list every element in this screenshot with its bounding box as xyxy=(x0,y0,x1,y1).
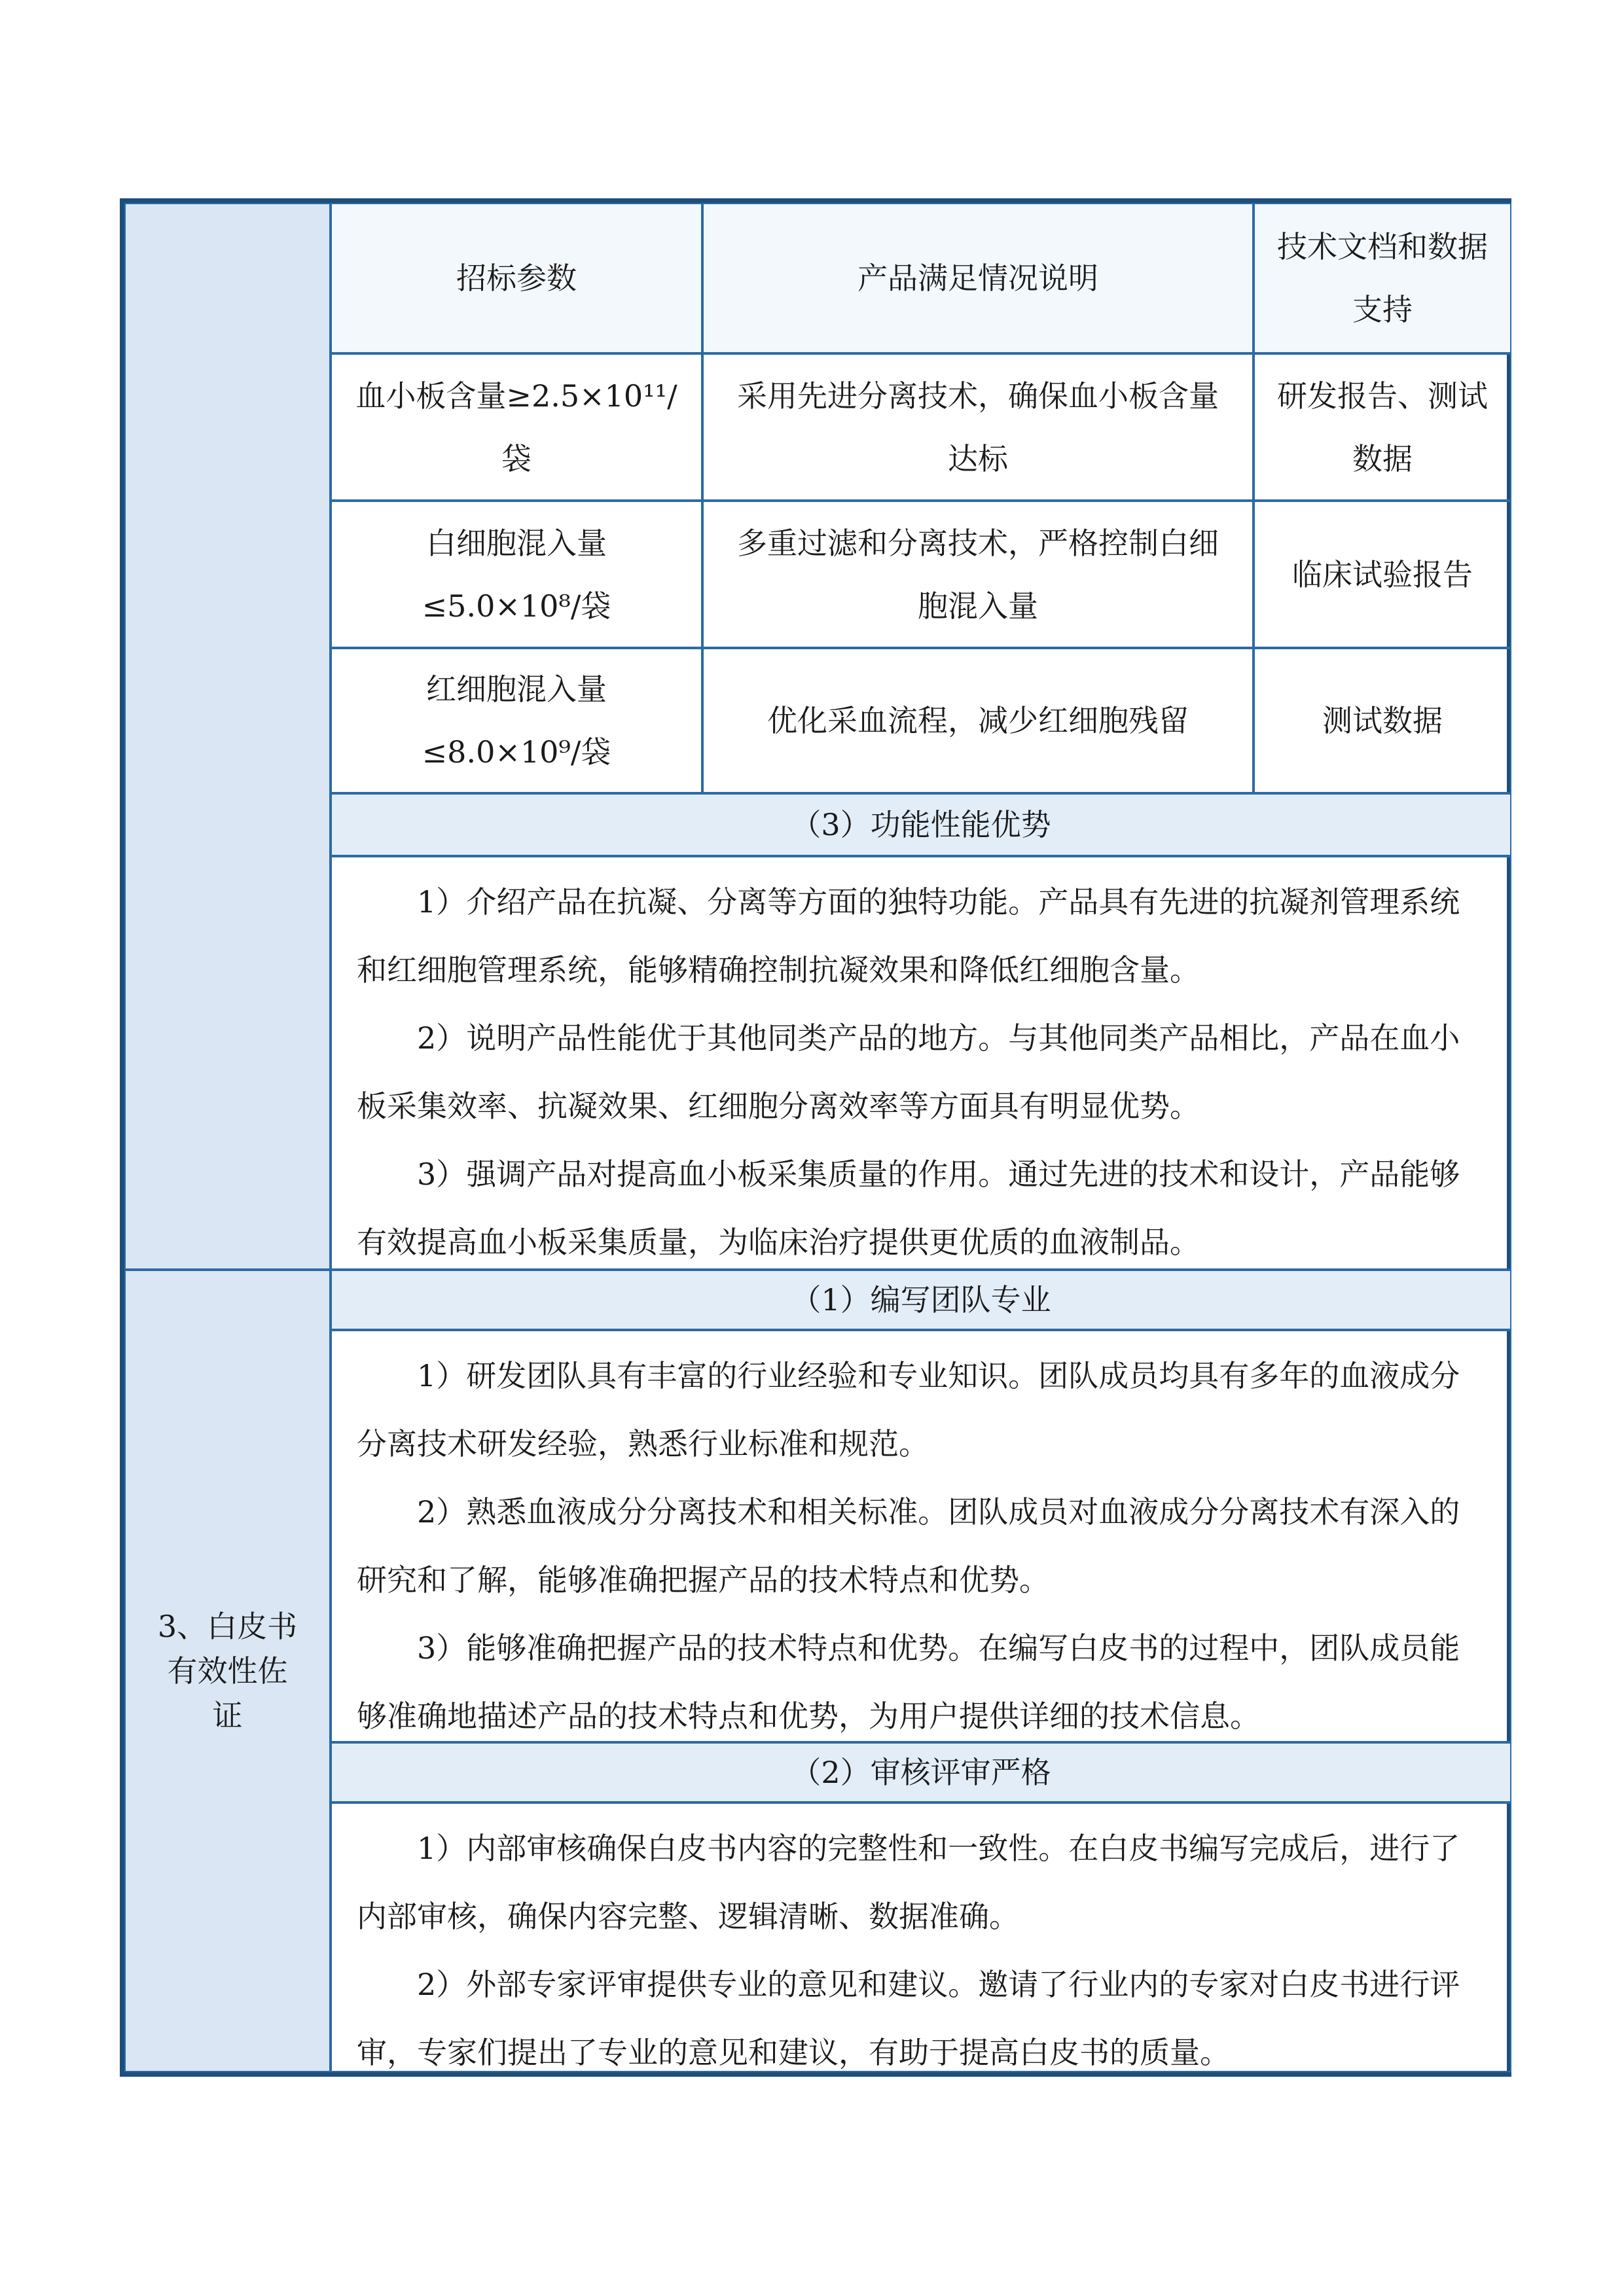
document-table xyxy=(120,198,1511,2077)
section-performance-body xyxy=(331,856,1511,1270)
section-3-label: 3、白皮书 有效性佐 证 xyxy=(157,1609,298,1733)
section-performance-heading: （3）功能性能优势 xyxy=(331,793,1511,856)
table-row-3-description: 优化采血流程，减少红细胞残留 xyxy=(702,648,1254,793)
table-row-2-param: 白细胞混入量 ≤5.0×10⁸/袋 xyxy=(331,501,702,648)
table-row-2-documents: 临床试验报告 xyxy=(1254,501,1511,648)
section-team-body xyxy=(331,1330,1511,1742)
table-row-1-documents: 研发报告、测试 数据 xyxy=(1254,353,1511,501)
paragraph: 1）内部审核确保白皮书内容的完整性和一致性。在白皮书编写完成后，进行了内部审核，确保内容完整、逻辑清晰、数据准确。 xyxy=(357,1831,1460,1934)
table-row-2-description: 多重过滤和分离技术，严格控制白细 胞混入量 xyxy=(702,501,1254,648)
table-row-3-documents: 测试数据 xyxy=(1254,648,1511,793)
section-team-heading: （1）编写团队专业 xyxy=(331,1270,1511,1330)
table-row-1-description: 采用先进分离技术，确保血小板含量 达标 xyxy=(702,353,1254,501)
section-review-body xyxy=(331,1803,1511,2072)
paragraph: 1）研发团队具有丰富的行业经验和专业知识。团队成员均具有多年的血液成分分离技术研发经验，熟悉行业标准和规范。 xyxy=(357,1358,1460,1462)
paragraph: 2）熟悉血液成分分离技术和相关标准。团队成员对血液成分分离技术有深入的研究和了解，能够准确把握产品的技术特点和优势。 xyxy=(357,1494,1460,1598)
paragraph: 1）介绍产品在抗凝、分离等方面的独特功能。产品具有先进的抗凝剂管理系统和红细胞管理系统，能够精确控制抗凝效果和降低红细胞含量。 xyxy=(357,884,1460,988)
paragraph: 3）强调产品对提高血小板采集质量的作用。通过先进的技术和设计，产品能够有效提高血小板采集质量，为临床治疗提供更优质的血液制品。 xyxy=(357,1157,1460,1260)
table-row-3-param: 红细胞混入量 ≤8.0×10⁹/袋 xyxy=(331,648,702,793)
section-3-label-cell xyxy=(124,1270,331,2072)
left-column-upper xyxy=(124,203,331,1270)
header-description: 产品满足情况说明 xyxy=(702,203,1254,353)
paragraph: 2）外部专家评审提供专业的意见和建议。邀请了行业内的专家对白皮书进行评审，专家们提出了专业的意见和建议，有助于提高白皮书的质量。 xyxy=(357,1967,1460,2070)
header-documents: 技术文档和数据 支持 xyxy=(1254,203,1511,353)
paragraph: 3）能够准确把握产品的技术特点和优势。在编写白皮书的过程中，团队成员能够准确地描述产品的技术特点和优势，为用户提供详细的技术信息。 xyxy=(357,1630,1460,1734)
paragraph: 2）说明产品性能优于其他同类产品的地方。与其他同类产品相比，产品在血小板采集效率、抗凝效果、红细胞分离效率等方面具有明显优势。 xyxy=(357,1020,1460,1124)
table-row-1-param: 血小板含量≥2.5×10¹¹/ 袋 xyxy=(331,353,702,501)
header-param: 招标参数 xyxy=(331,203,702,353)
section-review-heading: （2）审核评审严格 xyxy=(331,1742,1511,1803)
